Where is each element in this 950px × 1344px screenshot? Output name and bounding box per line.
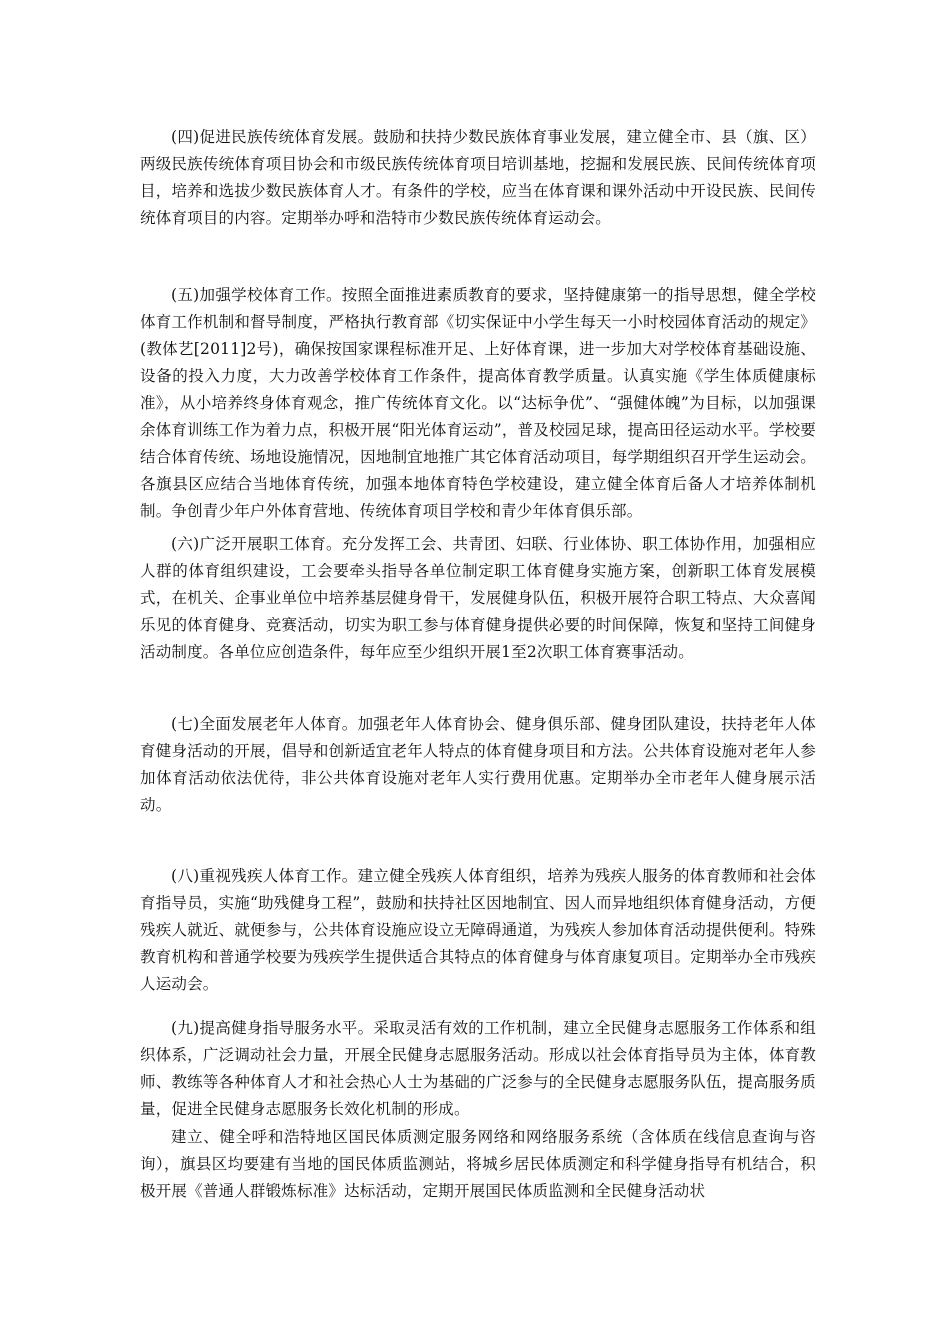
paragraph-ethnic-traditional-sports: (四)促进民族传统体育发展。鼓励和扶持少数民族体育事业发展，建立健全市、县（旗、区）两级民族传统体育项目协会和市级民族传统体育项目培训基地，挖掘和发展民族、民间传统体育项目，培养和选拔少数民族体育人才。有条件的学校，应当在体育课和课外活动中开设民族、民间传统体育项目的内容。定期举办呼和浩特市少数民族传统体育运动会。 [140, 128, 816, 227]
paragraph-worker-sports: (六)广泛开展职工体育。充分发挥工会、共青团、妇联、行业体协、职工体协作用，加强相应人群的体育组织建设，工会要牵头指导各单位制定职工体育健身实施方案，创新职工体育发展模式，在机关、企事业单位中培养基层健身骨干，发展健身队伍，积极开展符合职工特点、大众喜闻乐见的体育健身、竞赛活动，切实为职工参与体育健身提供必要的时间保障，恢复和坚持工间健身活动制度。各单位应创造条件，每年应至少组织开展1至2次职工体育赛事活动。 [140, 535, 816, 661]
paragraph-disabled-sports: (八)重视残疾人体育工作。建立健全残疾人体育组织，培养为残疾人服务的体育教师和社会体育指导员，实施“助残健身工程”，鼓励和扶持社区因地制宜、因人而异地组织体育健身活动，方便残疾人就近、就便参与，公共体育设施应设立无障碍通道，为残疾人参加体育活动提供便利。特殊教育机构和普通学校要为残疾学生提供适合其特点的体育健身与体育康复项目。定期举办全市残疾人运动会。 [140, 867, 816, 993]
paragraph-elderly-sports: (七)全面发展老年人体育。加强老年人体育协会、健身俱乐部、健身团队建设，扶持老年人体育健身活动的开展，倡导和创新适宜老年人特点的体育健身项目和方法。公共体育设施对老年人参加体育活动依法优待，非公共体育设施对老年人实行费用优惠。定期举办全市老年人健身展示活动。 [140, 715, 816, 814]
paragraph-fitness-guidance: (九)提高健身指导服务水平。采取灵活有效的工作机制，建立全民健身志愿服务工作体系和组织体系，广泛调动社会力量，开展全民健身志愿服务活动。形成以社会体育指导员为主体，体育教师、教练等各种体育人才和社会热心人士为基础的广泛参与的全民健身志愿服务队伍，提高服务质量，促进全民健身志愿服务长效化机制的形成。 [140, 1019, 816, 1118]
paragraph-school-sports: (五)加强学校体育工作。按照全面推进素质教育的要求，坚持健康第一的指导思想，健全学校体育工作机制和督导制度，严格执行教育部《切实保证中小学生每天一小时校园体育活动的规定》(教体艺[2011]2号)，确保按国家课程标准开足、上好体育课，进一步加大对学校体育基础设施、设备的投入力度，大力改善学校体育工作条件，提高体育教学质量。认真实施《学生体质健康标准》，从小培养终身体育观念，推广传统体育文化。以“达标争优”、“强健体魄”为目标，以加强课余体育训练工作为着力点，积极开展“阳光体育运动”，普及校园足球，提高田径运动水平。学校要结合体育传统、场地设施情况，因地制宜地推广其它体育活动项目，每学期组织召开学生运动会。各旗县区应结合当地体育传统，加强本地体育特色学校建设，建立健全体育后备人才培养体制机制。争创青少年户外体育营地、传统体育项目学校和青少年体育俱乐部。 [140, 286, 816, 520]
paragraph-physique-monitoring: 建立、健全呼和浩特地区国民体质测定服务网络和网络服务系统（含体质在线信息查询与咨询），旗县区均要建有当地的国民体质监测站，将城乡居民体质测定和科学健身指导有机结合，积极开展《普通人群锻炼标准》达标活动，定期开展国民体质监测和全民健身活动状 [140, 1128, 816, 1200]
